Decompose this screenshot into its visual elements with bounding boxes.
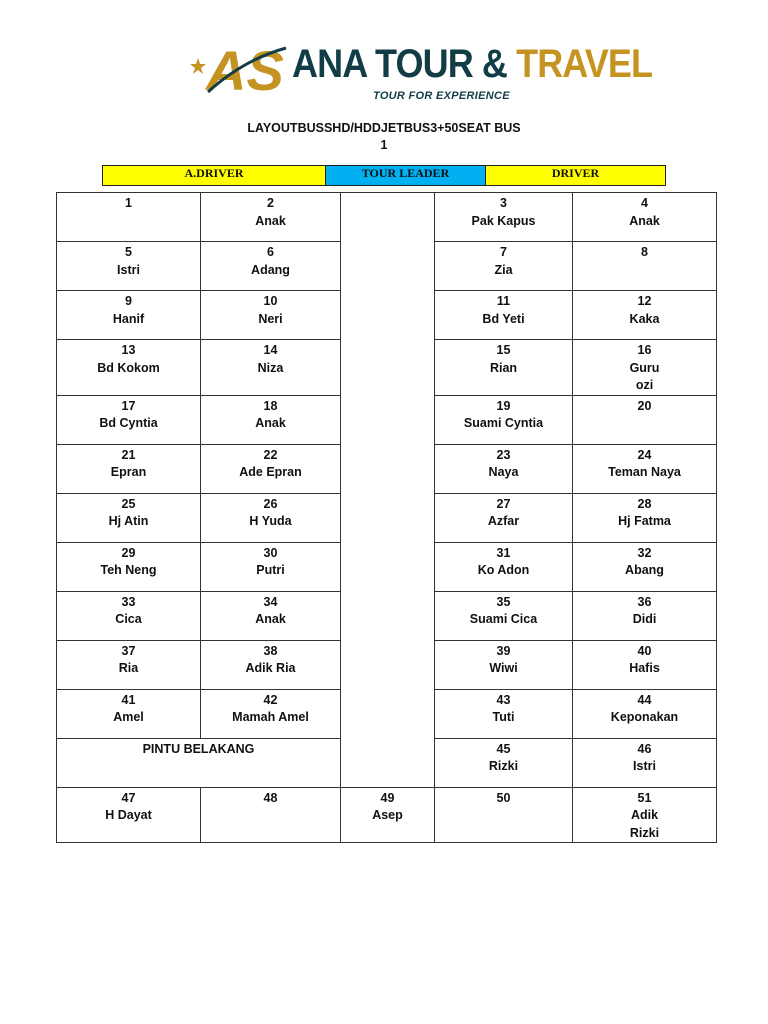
seat-number: 4 bbox=[641, 196, 648, 210]
passenger-name: Hanif bbox=[112, 311, 145, 326]
seat-cell bbox=[435, 193, 573, 242]
brand-name bbox=[292, 42, 652, 87]
passenger-name: Bd Yeti bbox=[482, 311, 525, 326]
seat-cell bbox=[201, 640, 341, 689]
seat-row bbox=[57, 193, 717, 242]
seat-cell bbox=[57, 787, 201, 843]
seat-layout-table bbox=[56, 192, 717, 843]
seat-number: 26 bbox=[263, 496, 278, 511]
brand-name-secondary: TRAVEL bbox=[516, 42, 653, 86]
seat-number: 28 bbox=[637, 496, 652, 511]
brand-tagline: TOUR FOR EXPERIENCE bbox=[373, 90, 510, 102]
seat-number: 14 bbox=[263, 343, 278, 357]
seat-cell bbox=[573, 444, 717, 493]
passenger-name: Keponakan bbox=[610, 710, 679, 724]
seat-number: 18 bbox=[263, 398, 278, 413]
seat-number: 38 bbox=[263, 643, 278, 658]
passenger-name: Neri bbox=[258, 311, 283, 326]
seat-cell bbox=[57, 591, 201, 640]
seat-number: 47 bbox=[121, 790, 136, 805]
seat-number: 44 bbox=[637, 692, 652, 707]
seat-cell bbox=[57, 640, 201, 689]
seat-cell bbox=[57, 291, 201, 340]
passenger-name: Zia bbox=[494, 262, 513, 277]
seat-number: 3 bbox=[500, 196, 507, 210]
seat-cell bbox=[435, 291, 573, 340]
seat-number: 24 bbox=[637, 447, 652, 462]
seat-number: 40 bbox=[637, 643, 652, 658]
passenger-name: Abang bbox=[625, 563, 664, 577]
seat-cell bbox=[573, 591, 717, 640]
seat-number: 8 bbox=[641, 245, 648, 259]
seat-cell bbox=[201, 591, 341, 640]
passenger-name: Naya bbox=[488, 465, 519, 479]
passenger-name: Rizki bbox=[488, 759, 519, 773]
seat-number: 11 bbox=[496, 294, 511, 308]
passenger-name: Teh Neng bbox=[100, 563, 157, 577]
seat-number: 21 bbox=[121, 447, 136, 462]
seat-number: 48 bbox=[263, 790, 278, 805]
role-tour-leader: TOUR LEADER bbox=[326, 166, 486, 185]
seat-number: 41 bbox=[121, 692, 136, 707]
seat-number: 43 bbox=[496, 692, 511, 707]
passenger-name: Suami Cyntia bbox=[463, 416, 544, 430]
seat-cell bbox=[435, 395, 573, 444]
seat-number: 1 bbox=[125, 196, 132, 210]
seat-cell bbox=[573, 689, 717, 738]
passenger-name: Ria bbox=[118, 661, 139, 675]
seat-cell bbox=[57, 444, 201, 493]
seat-cell bbox=[435, 689, 573, 738]
passenger-name: Kaka bbox=[629, 311, 660, 326]
aisle bbox=[341, 193, 435, 788]
passenger-name: Putri bbox=[256, 563, 285, 577]
seat-cell bbox=[201, 493, 341, 542]
passenger-name: Azfar bbox=[487, 514, 520, 528]
seat-number: 19 bbox=[496, 398, 511, 413]
passenger-name: Pak Kapus bbox=[471, 213, 536, 228]
seat-cell bbox=[201, 542, 341, 591]
passenger-name: Asep bbox=[372, 808, 403, 822]
rear-door bbox=[57, 738, 341, 787]
seat-number: 37 bbox=[121, 643, 136, 658]
seat-number: 17 bbox=[121, 398, 136, 413]
seat-cell bbox=[573, 291, 717, 340]
seat-number: 15 bbox=[496, 343, 511, 357]
seat-number: 16 bbox=[637, 343, 652, 357]
seat-number: 31 bbox=[496, 545, 511, 560]
seat-cell bbox=[435, 340, 573, 396]
seat-number: 45 bbox=[496, 741, 511, 756]
seat-number: 29 bbox=[121, 545, 136, 560]
passenger-name-line2: ozi bbox=[635, 378, 654, 392]
seat-cell bbox=[57, 193, 201, 242]
seat-cell bbox=[201, 291, 341, 340]
passenger-name: Anak bbox=[255, 213, 286, 228]
passenger-name: Hj Fatma bbox=[618, 514, 671, 528]
seat-cell bbox=[573, 640, 717, 689]
passenger-name: Adik bbox=[630, 808, 659, 822]
seat-number: 51 bbox=[637, 790, 652, 805]
seat-cell bbox=[201, 689, 341, 738]
seat-cell bbox=[201, 193, 341, 242]
passenger-name: Guru bbox=[629, 360, 660, 375]
seat-number: 20 bbox=[637, 398, 652, 413]
seat-number: 33 bbox=[121, 594, 136, 609]
passenger-name: Mamah Amel bbox=[232, 710, 309, 724]
passenger-name: Teman Naya bbox=[608, 465, 681, 479]
seat-cell bbox=[57, 395, 201, 444]
seat-cell bbox=[201, 444, 341, 493]
seat-cell bbox=[57, 542, 201, 591]
seat-number: 39 bbox=[496, 643, 511, 658]
passenger-name: Amel bbox=[113, 710, 144, 724]
seat-cell bbox=[435, 738, 573, 787]
seat-number: 36 bbox=[637, 594, 652, 609]
layout-title: LAYOUTBUSSHD/HDDJETBUS3+50SEAT BUS bbox=[247, 121, 521, 135]
seat-cell bbox=[573, 340, 717, 396]
passenger-name: H Yuda bbox=[249, 514, 292, 528]
passenger-name: Anak bbox=[629, 213, 660, 228]
seat-cell bbox=[435, 444, 573, 493]
passenger-name: Niza bbox=[257, 360, 284, 375]
seat-cell bbox=[201, 395, 341, 444]
seat-number: 5 bbox=[125, 245, 132, 259]
passenger-name: Suami Cica bbox=[469, 612, 538, 626]
seat-number: 35 bbox=[496, 594, 511, 609]
passenger-name: Wiwi bbox=[489, 661, 518, 675]
seat-number: 42 bbox=[263, 692, 278, 707]
passenger-name: Hafis bbox=[629, 661, 660, 675]
seat-cell bbox=[201, 242, 341, 291]
passenger-name: Rian bbox=[489, 360, 518, 375]
crew-role-bar bbox=[102, 165, 666, 186]
role-assistant-driver: A.DRIVER bbox=[103, 166, 326, 185]
seat-cell bbox=[57, 242, 201, 291]
seat-cell bbox=[435, 787, 573, 843]
passenger-name-line2: Rizki bbox=[629, 825, 660, 840]
seat-number: 13 bbox=[121, 343, 136, 357]
passenger-name: Istri bbox=[117, 262, 140, 277]
seat-cell bbox=[57, 689, 201, 738]
passenger-name: Istri bbox=[633, 759, 656, 773]
seat-cell bbox=[201, 787, 341, 843]
passenger-name: H Dayat bbox=[105, 808, 152, 822]
passenger-name: Bd Kokom bbox=[97, 360, 160, 375]
brand-name-primary: ANA TOUR & bbox=[292, 42, 508, 86]
seat-number: 25 bbox=[121, 496, 136, 511]
seat-number: 34 bbox=[263, 594, 278, 609]
seat-number: 23 bbox=[496, 447, 511, 462]
passenger-name: Tuti bbox=[492, 710, 515, 724]
passenger-name: Didi bbox=[632, 612, 657, 626]
seat-number: 22 bbox=[263, 447, 278, 462]
rear-door-label: PINTU BELAKANG bbox=[142, 741, 255, 756]
passenger-name: Adik Ria bbox=[245, 661, 296, 675]
seat-number: 30 bbox=[263, 545, 278, 560]
seat-number: 49 bbox=[380, 790, 395, 805]
passenger-name: Anak bbox=[255, 416, 286, 430]
seat-cell bbox=[573, 493, 717, 542]
seat-number: 6 bbox=[267, 245, 274, 259]
seat-number: 9 bbox=[125, 294, 132, 308]
seat-cell bbox=[435, 242, 573, 291]
seat-number: 12 bbox=[637, 294, 652, 308]
passenger-name: Hj Atin bbox=[108, 514, 149, 528]
seat-cell bbox=[341, 787, 435, 843]
seat-number: 46 bbox=[637, 741, 652, 756]
seat-number: 10 bbox=[263, 294, 278, 308]
seat-cell bbox=[435, 493, 573, 542]
seat-cell bbox=[57, 340, 201, 396]
seat-cell bbox=[435, 542, 573, 591]
seat-cell bbox=[573, 787, 717, 843]
seat-cell bbox=[57, 493, 201, 542]
passenger-name: Adang bbox=[251, 262, 290, 277]
seat-cell bbox=[573, 738, 717, 787]
as-logo-icon bbox=[188, 40, 288, 98]
role-driver: DRIVER bbox=[486, 166, 665, 185]
seat-cell bbox=[435, 640, 573, 689]
seat-cell bbox=[573, 395, 717, 444]
passenger-name: Epran bbox=[110, 465, 147, 479]
passenger-name: Ade Epran bbox=[239, 465, 302, 479]
seat-number: 32 bbox=[637, 545, 652, 560]
layout-subtitle: 1 bbox=[380, 138, 388, 152]
seat-number: 2 bbox=[267, 196, 274, 210]
seat-cell bbox=[201, 340, 341, 396]
seat-cell bbox=[435, 591, 573, 640]
passenger-name: Anak bbox=[255, 612, 286, 626]
seat-number: 50 bbox=[496, 790, 511, 805]
passenger-name: Cica bbox=[115, 612, 142, 626]
company-logo bbox=[188, 40, 653, 106]
passenger-name: Bd Cyntia bbox=[99, 416, 158, 430]
seat-number: 27 bbox=[496, 496, 511, 511]
seat-number: 7 bbox=[500, 245, 507, 259]
seat-cell bbox=[573, 193, 717, 242]
seat-cell bbox=[573, 242, 717, 291]
passenger-name: Ko Adon bbox=[477, 563, 530, 577]
seat-cell bbox=[573, 542, 717, 591]
logo-letters: AS bbox=[206, 40, 284, 98]
seat-row-back bbox=[57, 787, 717, 843]
